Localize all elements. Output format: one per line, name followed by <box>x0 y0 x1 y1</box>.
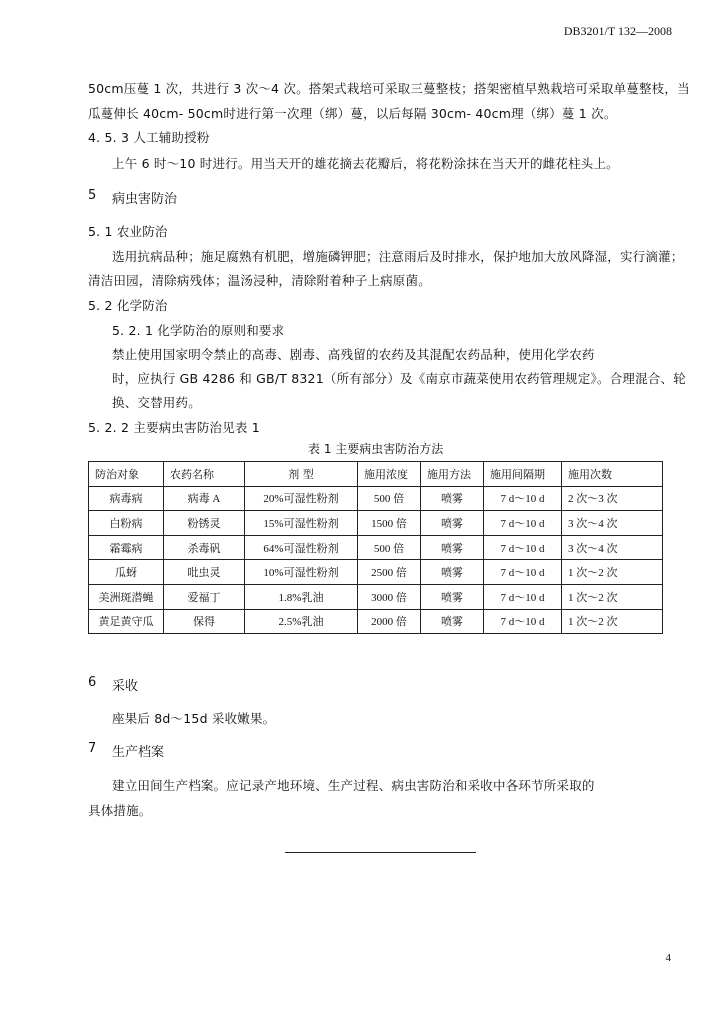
table-cell: 黄足黄守瓜 <box>89 609 164 634</box>
table-cell: 10%可湿性粉剂 <box>245 560 358 585</box>
paragraph-line: 上午 6 时～10 时进行。用当天开的雄花摘去花瓣后，将花粉涂抹在当天开的雌花柱头上。 <box>112 156 619 171</box>
table-cell: 1 次～2 次 <box>562 560 663 585</box>
table-cell: 1 次～2 次 <box>562 584 663 609</box>
table-cell: 1.8%乳油 <box>245 584 358 609</box>
table-cell: 爱福丁 <box>164 584 245 609</box>
document-code: DB3201/T 132—2008 <box>563 24 672 38</box>
section-5-title: 病虫害防治 <box>112 192 178 207</box>
paragraph-line: 清洁田园，清除病残体；温汤浸种，清除附着种子上病原菌。 <box>88 273 431 288</box>
paragraph-line: 换、交替用药。 <box>112 395 201 410</box>
pest-control-table <box>88 461 663 634</box>
table-cell: 瓜蚜 <box>89 560 164 585</box>
table-cell: 3 次～4 次 <box>562 535 663 560</box>
column-header: 剂 型 <box>245 462 358 487</box>
table-title: 表 1 主要病虫害防治方法 <box>308 442 444 456</box>
table-cell: 霜霉病 <box>89 535 164 560</box>
page-number: 4 <box>665 952 671 964</box>
table-cell: 喷雾 <box>421 560 484 585</box>
table-cell: 7 d～10 d <box>484 584 562 609</box>
section-4-5-3-title: 4. 5. 3 人工辅助授粉 <box>88 130 210 145</box>
table-cell: 7 d～10 d <box>484 609 562 634</box>
table-row <box>89 609 663 634</box>
table-cell: 500 倍 <box>358 486 421 511</box>
table-cell: 3 次～4 次 <box>562 511 663 536</box>
table-cell: 2000 倍 <box>358 609 421 634</box>
column-header: 农药名称 <box>164 462 245 487</box>
section-7-number: 7 <box>88 741 97 756</box>
table-cell: 喷雾 <box>421 535 484 560</box>
table-cell: 1 次～2 次 <box>562 609 663 634</box>
table-cell: 500 倍 <box>358 535 421 560</box>
column-header: 防治对象 <box>89 462 164 487</box>
section-5-2-title: 5. 2 化学防治 <box>88 298 168 313</box>
paragraph-line: 座果后 8d～15d 采收嫩果。 <box>112 711 276 726</box>
paragraph-line: 50cm压蔓 1 次，共进行 3 次～4 次。搭架式栽培可采取三蔓整枝；搭架密植早熟栽培可采取单蔓整枝，当 <box>88 81 690 96</box>
paragraph-line: 瓜蔓伸长 40cm- 50cm时进行第一次理（绑）蔓，以后每隔 30cm- 40cm理（绑）蔓 1 次。 <box>88 106 617 121</box>
table-cell: 2.5%乳油 <box>245 609 358 634</box>
section-7-title: 生产档案 <box>112 745 165 760</box>
table-cell: 1500 倍 <box>358 511 421 536</box>
column-header: 施用间隔期 <box>484 462 562 487</box>
table-cell: 7 d～10 d <box>484 511 562 536</box>
paragraph-line: 选用抗病品种；施足腐熟有机肥，增施磷钾肥；注意雨后及时排水，保护地加大放风降湿，实行滴灌； <box>112 249 684 264</box>
paragraph-line: 具体措施。 <box>88 803 152 818</box>
paragraph-line: 建立田间生产档案。应记录产地环境、生产过程、病虫害防治和采收中各环节所采取的 <box>112 778 595 793</box>
paragraph-line: 禁止使用国家明令禁止的高毒、剧毒、高残留的农药及其混配农药品种，使用化学农药 <box>112 347 595 362</box>
table-cell: 白粉病 <box>89 511 164 536</box>
table-cell: 粉锈灵 <box>164 511 245 536</box>
table-cell: 喷雾 <box>421 511 484 536</box>
section-5-2-2-title: 5. 2. 2 主要病虫害防治见表 1 <box>88 420 260 435</box>
table-cell: 病毒病 <box>89 486 164 511</box>
table-cell: 美洲斑潜蝇 <box>89 584 164 609</box>
section-5-1-title: 5. 1 农业防治 <box>88 224 168 239</box>
table-cell: 保得 <box>164 609 245 634</box>
table-cell: 杀毒矾 <box>164 535 245 560</box>
table-cell: 7 d～10 d <box>484 560 562 585</box>
column-header: 施用次数 <box>562 462 663 487</box>
table-header-row <box>89 462 663 487</box>
table-cell: 3000 倍 <box>358 584 421 609</box>
end-divider-line <box>285 852 476 853</box>
column-header: 施用浓度 <box>358 462 421 487</box>
table-cell: 20%可湿性粉剂 <box>245 486 358 511</box>
table-cell: 64%可湿性粉剂 <box>245 535 358 560</box>
table-cell: 喷雾 <box>421 486 484 511</box>
section-6-title: 采收 <box>112 679 139 694</box>
table-cell: 喷雾 <box>421 584 484 609</box>
column-header: 施用方法 <box>421 462 484 487</box>
section-6-number: 6 <box>88 675 97 690</box>
section-5-number: 5 <box>88 188 97 203</box>
section-5-2-1-title: 5. 2. 1 化学防治的原则和要求 <box>112 323 285 338</box>
table-row <box>89 511 663 536</box>
table-cell: 喷雾 <box>421 609 484 634</box>
table-cell: 病毒 A <box>164 486 245 511</box>
table-row <box>89 486 663 511</box>
table-row <box>89 560 663 585</box>
table-cell: 7 d～10 d <box>484 486 562 511</box>
table-row <box>89 535 663 560</box>
paragraph-line: 时，应执行 GB 4286 和 GB/T 8321（所有部分）及《南京市蔬菜使用农药管理规定》。合理混合、轮 <box>112 371 686 386</box>
table-cell: 7 d～10 d <box>484 535 562 560</box>
table-row <box>89 584 663 609</box>
table-cell: 15%可湿性粉剂 <box>245 511 358 536</box>
table-cell: 2500 倍 <box>358 560 421 585</box>
table-cell: 吡虫灵 <box>164 560 245 585</box>
table-cell: 2 次～3 次 <box>562 486 663 511</box>
